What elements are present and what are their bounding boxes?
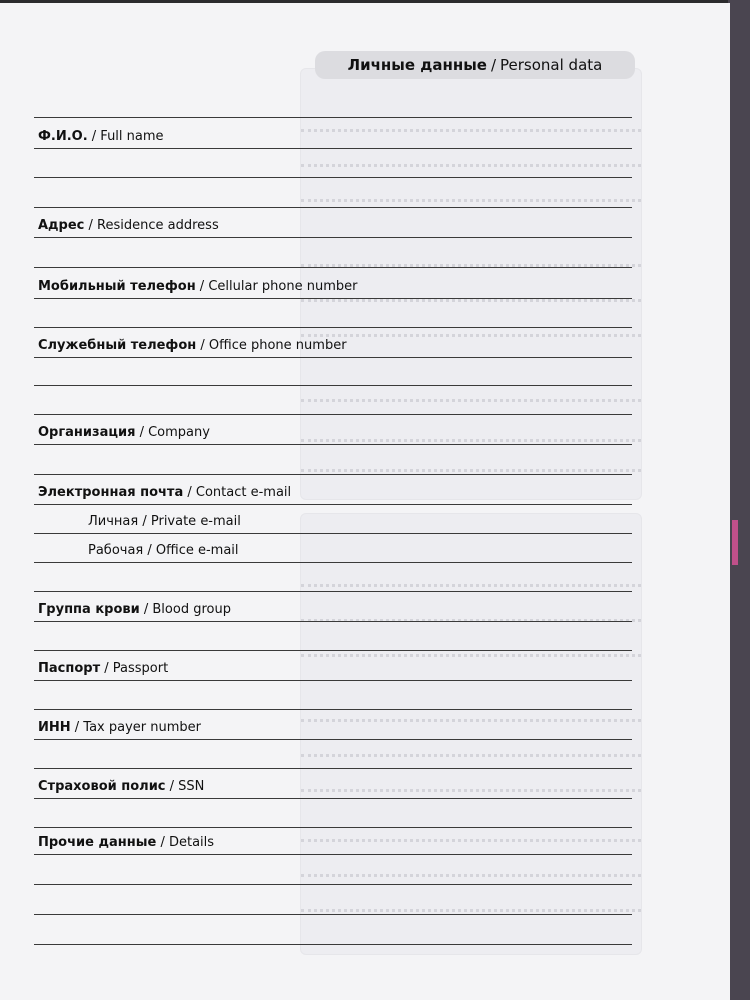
email-field[interactable] [34,480,632,505]
section-header [315,51,635,79]
field-label: Ф.И.О. / Full name [38,129,164,144]
header-title-ru: Личные данные [347,56,487,74]
background-edge [728,0,750,1000]
field-label: Служебный телефон / Office phone number [38,338,347,353]
blood-group-field[interactable] [34,597,632,622]
field-label: Организация / Company [38,425,210,440]
tax-number-field[interactable] [34,715,632,740]
office-email-field[interactable] [34,538,632,563]
field-label: Паспорт / Passport [38,661,169,676]
blank-line[interactable] [34,567,632,592]
blank-line[interactable] [34,890,632,915]
field-label: Группа крови / Blood group [38,602,231,617]
field-label: ИНН / Tax payer number [38,720,202,735]
field-label: Рабочая / Office e-mail [88,543,239,558]
mobile-phone-field[interactable] [34,274,632,299]
address-field[interactable] [34,213,632,238]
header-title-en: Personal data [500,56,603,74]
blank-line[interactable] [34,183,632,208]
blank-line[interactable] [34,243,632,268]
blank-line[interactable] [34,626,632,651]
field-label: Страховой полис / SSN [38,779,205,794]
field-label: Адрес / Residence address [38,218,219,233]
ssn-field[interactable] [34,774,632,799]
blank-line[interactable] [34,450,632,475]
header-separator: / [490,56,497,74]
blank-line[interactable] [34,744,632,769]
blank-line[interactable] [34,361,632,386]
details-field[interactable] [34,830,632,855]
blank-line[interactable] [34,803,632,828]
blank-line[interactable] [34,390,632,415]
field-label: Мобильный телефон / Cellular phone number [38,279,358,294]
blank-line[interactable] [34,303,632,328]
company-field[interactable] [34,420,632,445]
blank-line[interactable] [34,860,632,885]
background-tab [732,520,738,565]
full-name-field[interactable] [34,124,632,149]
field-label: Прочие данные / Details [38,835,215,850]
blank-line[interactable] [34,153,632,178]
field-label: Электронная почта / Contact e-mail [38,485,292,500]
passport-field[interactable] [34,656,632,681]
blank-line[interactable] [34,93,632,118]
private-email-field[interactable] [34,509,632,534]
blank-line[interactable] [34,920,632,945]
office-phone-field[interactable] [34,333,632,358]
field-label: Личная / Private e-mail [88,514,241,529]
personal-data-page [0,3,730,1000]
blank-line[interactable] [34,685,632,710]
